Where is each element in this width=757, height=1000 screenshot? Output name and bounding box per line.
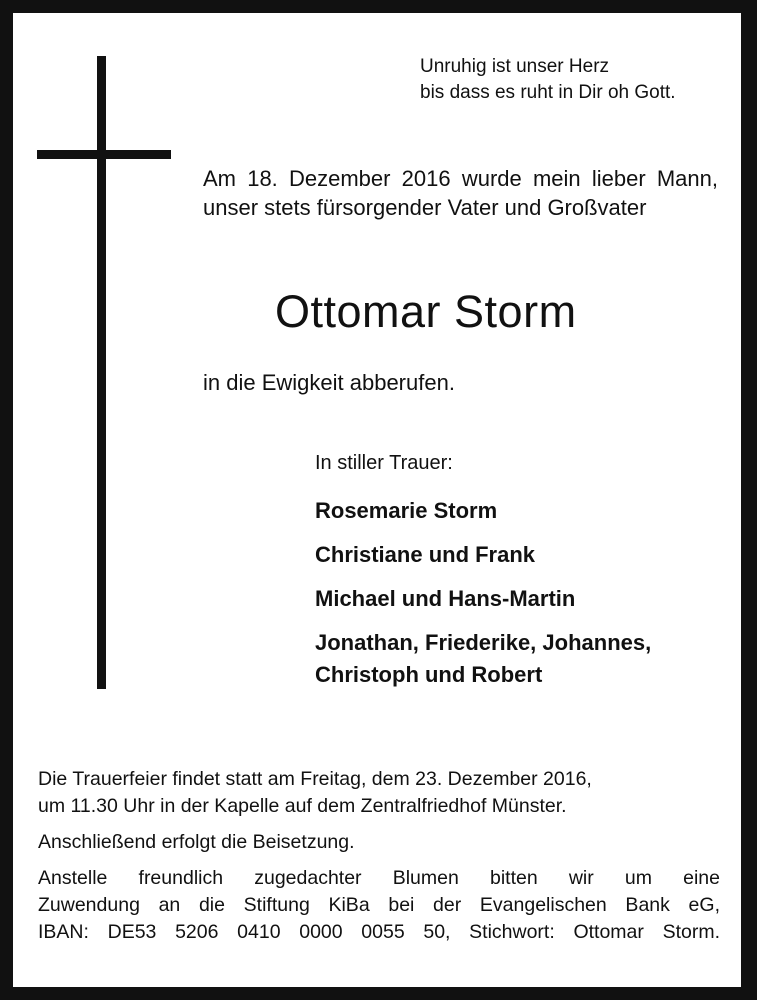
- ceremony-details: [38, 766, 720, 946]
- mourner-item: Christoph und Robert: [315, 662, 543, 687]
- mourner-item: Rosemarie Storm: [315, 498, 498, 523]
- mourners-list: [315, 495, 725, 691]
- deceased-name: Ottomar Storm: [275, 286, 577, 337]
- eternity-line: in die Ewigkeit abberufen.: [203, 370, 455, 395]
- mourner-item: Michael und Hans-Martin: [315, 586, 576, 611]
- mourner-item: Jonathan, Friederike, Johannes,: [315, 630, 652, 655]
- donation-line-1: Anstelle freundlich zugedachter Blumen bitten wir um eine: [38, 867, 720, 889]
- motto-line-1: Unruhig ist unser Herz: [420, 56, 610, 77]
- cross-icon-horizontal-bar: [37, 150, 171, 159]
- donation-line-3: IBAN: DE53 5206 0410 0000 0055 50, Stichwort: Ottomar Storm.: [38, 921, 720, 943]
- intro-text: Am 18. Dezember 2016 wurde mein lieber Mann, unser stets fürsorgender Vater und Großvater: [203, 166, 718, 220]
- ceremony-line-2: um 11.30 Uhr in der Kapelle auf dem Zentralfriedhof Münster.: [38, 795, 567, 817]
- burial-note: Anschließend erfolgt die Beisetzung.: [38, 831, 355, 853]
- mourning-heading: In stiller Trauer:: [315, 452, 453, 474]
- motto-line-2: bis dass es ruht in Dir oh Gott.: [420, 82, 676, 103]
- ceremony-line-1: Die Trauerfeier findet statt am Freitag, dem 23. Dezember 2016,: [38, 768, 592, 790]
- donation-paragraph: [38, 865, 720, 946]
- donation-line-2: Zuwendung an die Stiftung KiBa bei der Evangelischen Bank eG,: [38, 894, 720, 916]
- motto-verse: [420, 54, 730, 106]
- ceremony-paragraph: [38, 766, 720, 820]
- mourner-item: Christiane und Frank: [315, 542, 536, 567]
